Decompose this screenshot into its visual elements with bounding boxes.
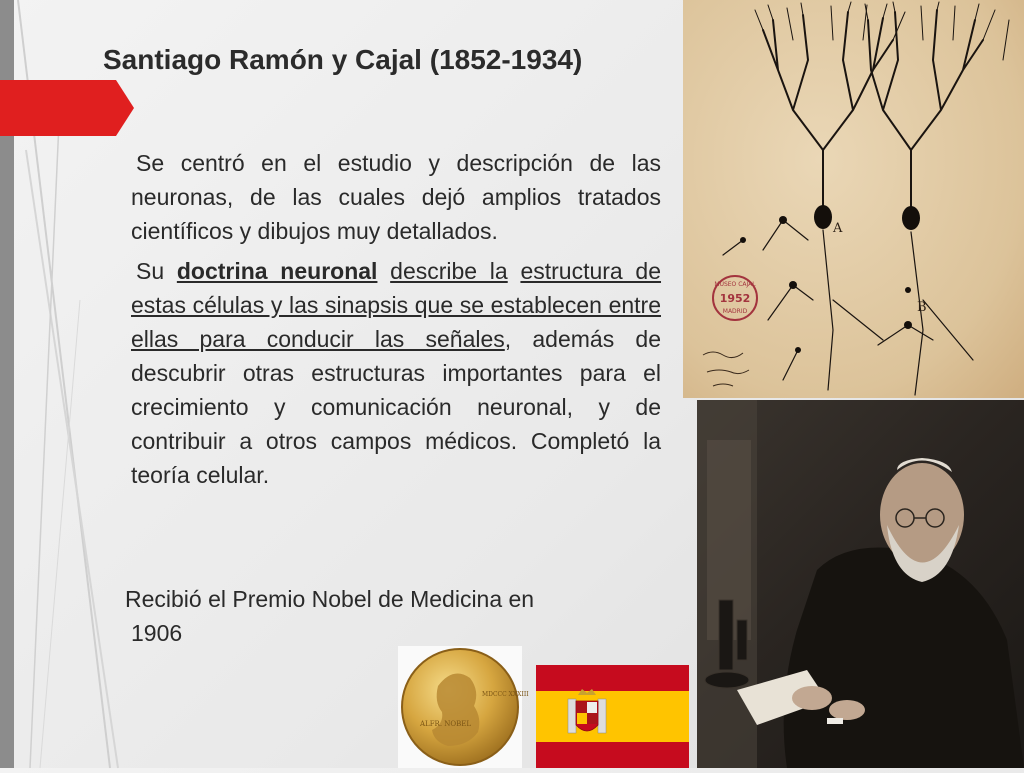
label-b: B: [917, 300, 927, 315]
svg-text:MUSEO CAJAL: MUSEO CAJAL: [714, 281, 756, 288]
svg-text:MADRID: MADRID: [722, 308, 748, 315]
p2-start: Su: [136, 258, 165, 284]
handwriting-signature: [703, 352, 749, 386]
slide-title: Santiago Ramón y Cajal (1852-1934): [103, 44, 583, 75]
p2-mid: describe la: [390, 258, 508, 284]
p2-underlined: estructura de estas células y las sinapsis que se establecen entre ellas para conducir las señales: [131, 258, 662, 352]
spain-flag-image: [536, 665, 689, 768]
p2-rest: , además de descubrir otras estructuras importantes para el crecimiento y comunicación neuronal, y de contribuir a otros campos médicos. Completó la teoría celular.: [131, 326, 661, 488]
nobel-line-1: Recibió el Premio Nobel de Medicina en: [125, 586, 535, 612]
nobel-line-2: 1906: [131, 620, 183, 646]
svg-text:1952: 1952: [719, 292, 751, 305]
doctrina-neuronal-term: doctrina neuronal: [176, 258, 378, 284]
purkinje-neuron-drawing: [683, 0, 1024, 398]
museum-stamp: [713, 276, 757, 320]
red-accent-tab: [0, 80, 134, 136]
body-text: [131, 146, 661, 498]
cajal-portrait-photo: [697, 400, 1024, 768]
nobel-prize-text: [125, 582, 665, 650]
medal-numeral: MDCCC XXXIII: [482, 691, 529, 698]
paragraph-2: [131, 254, 661, 492]
medal-inscription: ALFR. NOBEL: [420, 720, 472, 728]
nobel-medal-image: [398, 646, 529, 768]
label-a: A: [833, 221, 843, 236]
paragraph-1: Se centró en el estudio y descripción de las neuronas, de las cuales dejó amplios tratados científicos y dibujos muy detallados.: [131, 150, 661, 244]
